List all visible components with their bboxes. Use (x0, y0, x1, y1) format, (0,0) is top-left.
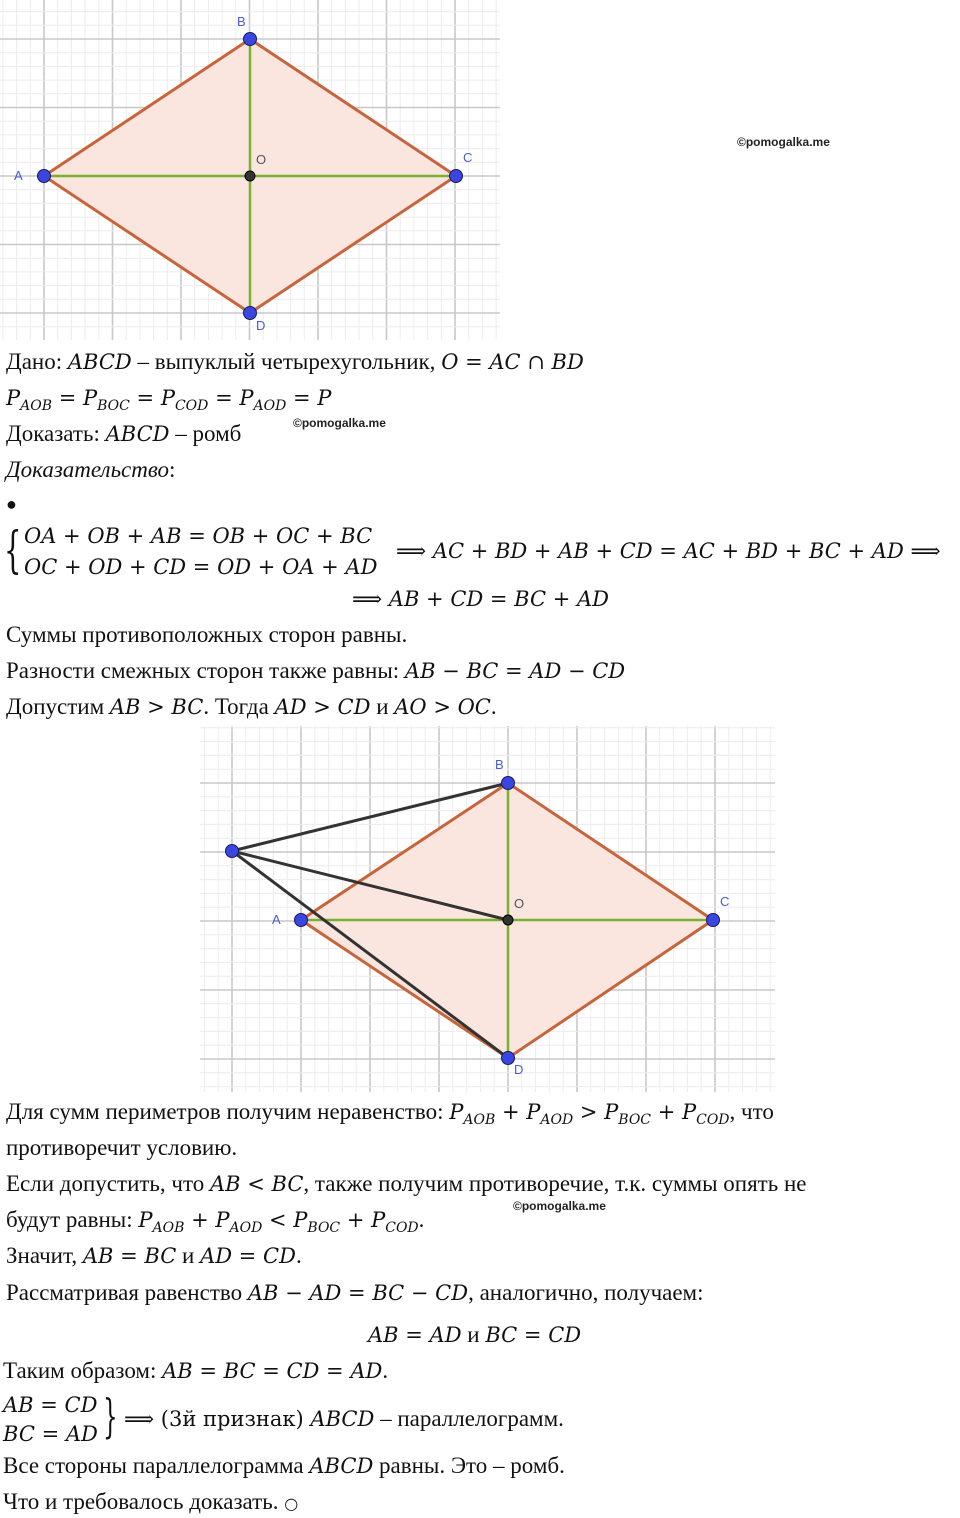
point-o (503, 915, 513, 925)
rhombus-conclusion: Все стороны параллелограмма ABCD равны. Это – ромб. (3, 1453, 565, 1478)
point-c (450, 170, 463, 183)
not-equal-line: будут равны: $P_{AOB} + P_{AOD} < P_{BOC} + P_{COD}$. (6, 1207, 425, 1237)
if-assume-line: Если допустить, что AB < BC, также получим противоречие, т.к. суммы опять не (6, 1171, 807, 1196)
point-b (244, 33, 257, 46)
label-b: B (495, 757, 504, 772)
parallelogram-line: ⟹ (3й признак) ABCD – параллелограмм. (124, 1406, 564, 1431)
assume-line: Допустим AB > BC. Тогда AD > CD и AO > OC. (6, 694, 497, 719)
adjacent-diff-line: Разности смежных сторон также равны: AB − BC = AD − CD (6, 658, 626, 683)
given-o-def: O = AC ∩ BD (441, 350, 584, 374)
all-sides-equal-line: Таким образом: AB = BC = CD = AD. (3, 1358, 389, 1383)
point-a (38, 170, 51, 183)
given-desc: – выпуклый четырехугольник, (131, 349, 442, 374)
label-c: C (720, 894, 730, 909)
prove-line: Доказать: ABCD – ромб (6, 421, 242, 446)
given-label: Дано: (6, 349, 68, 374)
label-o: O (514, 896, 525, 911)
system-result: ⟹ AC + BD + AB + CD = AC + BD + BC + AD ⟹ (396, 539, 941, 563)
result-centered: AB = AD и BC = CD (368, 1322, 582, 1347)
qed-icon: ○ (284, 1494, 299, 1513)
label-d: D (514, 1062, 524, 1077)
watermark: ©pomogalka.me (737, 135, 830, 149)
rhombus-figure-1 (0, 0, 500, 340)
point-d (244, 307, 257, 320)
label-d: D (256, 318, 266, 333)
label-a: A (14, 168, 23, 183)
system-result-2: ⟹ AB + CD = BC + AD (352, 587, 610, 611)
label-o: O (256, 152, 267, 167)
given-line (6, 348, 584, 376)
watermark: ©pomogalka.me (513, 1199, 606, 1213)
rhombus-figure-2 (200, 726, 775, 1092)
eq-bc-ad: BC = AD (3, 1422, 98, 1446)
eq-ab-cd: AB = CD (3, 1393, 98, 1417)
point-d (502, 1052, 515, 1065)
watermark: ©pomogalka.me (293, 416, 386, 430)
point-a1 (226, 845, 239, 858)
perimeter-inequality-line: Для сумм периметров получим неравенство: $P_{AOB} + P_{AOD} > P_{BOC} + P_{COD}$, что (6, 1099, 774, 1129)
qed-line: Что и требовалось доказать. ○ (3, 1489, 299, 1514)
label-a: A (272, 912, 281, 927)
label-b: B (237, 14, 246, 29)
bullet: ● (6, 494, 17, 514)
point-c (707, 914, 720, 927)
considering-line: Рассматривая равенство AB − AD = BC − CD, аналогично, получаем: (6, 1280, 704, 1305)
given-abcd: ABCD (67, 350, 132, 374)
label-c: C (463, 150, 473, 165)
proof-heading: Доказательство: (6, 457, 176, 482)
system-eq-2: OC + OD + CD = OD + OA + AD (24, 555, 378, 579)
system-brace: { (4, 521, 22, 579)
point-o (245, 171, 255, 181)
therefore-line: Значит, AB = BC и AD = CD. (6, 1243, 302, 1268)
opposite-sides-sum: Суммы противоположных сторон равны. (6, 622, 408, 647)
point-b (502, 777, 515, 790)
system-eq-1: OA + OB + AB = OB + OC + BC (24, 524, 373, 548)
perimeter-equalities: $P_{AOB} = P_{BOC} = P_{COD} = P_{AOD} = P$ (6, 386, 332, 415)
point-a (295, 914, 308, 927)
system-brace-right: } (103, 1389, 118, 1443)
contradiction-line: противоречит условию. (6, 1135, 238, 1160)
